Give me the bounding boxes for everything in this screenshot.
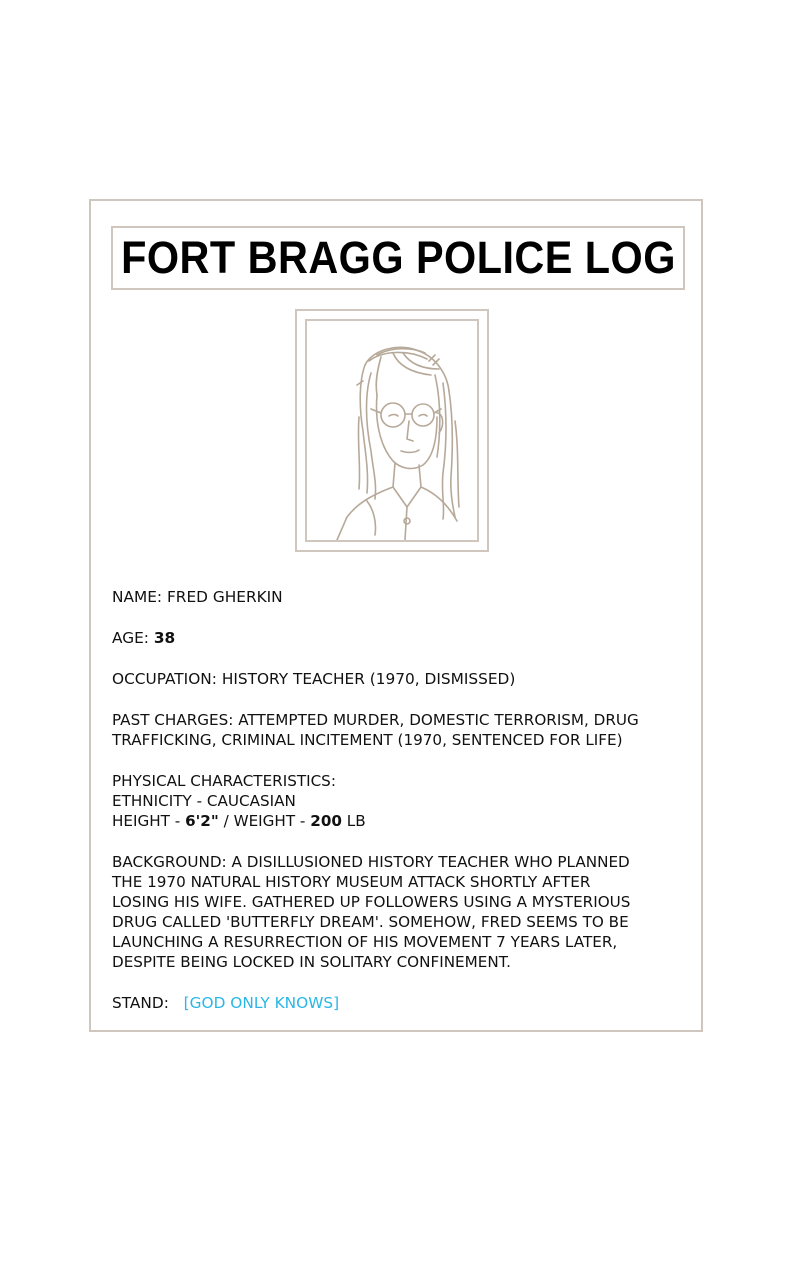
past-charges-row <box>112 710 690 750</box>
background-text-5: LAUNCHING A RESURRECTION OF HIS MOVEMENT 7 YEARS LATER, <box>112 933 618 951</box>
mugshot-portrait <box>307 321 477 540</box>
weight-unit: LB <box>346 812 366 830</box>
age-label: AGE: <box>112 629 149 647</box>
name-label: NAME: <box>112 588 163 606</box>
ethnicity-text: ETHNICITY - CAUCASIAN <box>112 792 296 810</box>
profile-details <box>112 587 696 1034</box>
occupation-value: HISTORY TEACHER (1970, DISMISSED) <box>221 670 516 688</box>
name-row <box>112 587 690 607</box>
age-row <box>112 628 690 648</box>
background-label: BACKGROUND: <box>112 853 227 871</box>
stand-label: STAND: <box>112 994 169 1012</box>
height-weight-line <box>112 811 684 831</box>
page-title: FORT BRAGG POLICE LOG <box>120 232 676 283</box>
mugshot-inner-frame <box>305 319 479 542</box>
background-row <box>112 852 690 972</box>
weight-value: 200 <box>310 812 342 830</box>
stand-value: [GOD ONLY KNOWS] <box>183 994 340 1012</box>
background-text-1: A DISILLUSIONED HISTORY TEACHER WHO PLANNED <box>231 853 630 871</box>
title-banner <box>111 226 685 290</box>
physical-row <box>112 771 690 831</box>
past-charges-label: PAST CHARGES: <box>112 711 234 729</box>
age-value: 38 <box>153 629 176 647</box>
mugshot-frame <box>295 309 489 552</box>
past-charges-text-2: TRAFFICKING, CRIMINAL INCITEMENT (1970, SENTENCED FOR LIFE) <box>112 731 623 749</box>
physical-label: PHYSICAL CHARACTERISTICS: <box>112 772 336 790</box>
weight-label: / WEIGHT - <box>223 812 306 830</box>
background-text-4: DRUG CALLED 'BUTTERFLY DREAM'. SOMEHOW, FRED SEEMS TO BE <box>112 913 629 931</box>
height-label: HEIGHT - <box>112 812 181 830</box>
name-value: FRED GHERKIN <box>166 588 283 606</box>
past-charges-line-1 <box>112 710 684 730</box>
past-charges-text-1: ATTEMPTED MURDER, DOMESTIC TERRORISM, DRUG <box>238 711 639 729</box>
occupation-label: OCCUPATION: <box>112 670 217 688</box>
height-value: 6'2" <box>185 812 219 830</box>
background-line-1 <box>112 852 684 872</box>
occupation-row <box>112 669 690 689</box>
police-log-card <box>89 199 703 1032</box>
background-text-2: THE 1970 NATURAL HISTORY MUSEUM ATTACK SHORTLY AFTER <box>112 873 591 891</box>
background-text-6: DESPITE BEING LOCKED IN SOLITARY CONFINEMENT. <box>112 953 512 971</box>
stand-row <box>112 993 690 1013</box>
background-text-3: LOSING HIS WIFE. GATHERED UP FOLLOWERS USING A MYSTERIOUS <box>112 893 631 911</box>
